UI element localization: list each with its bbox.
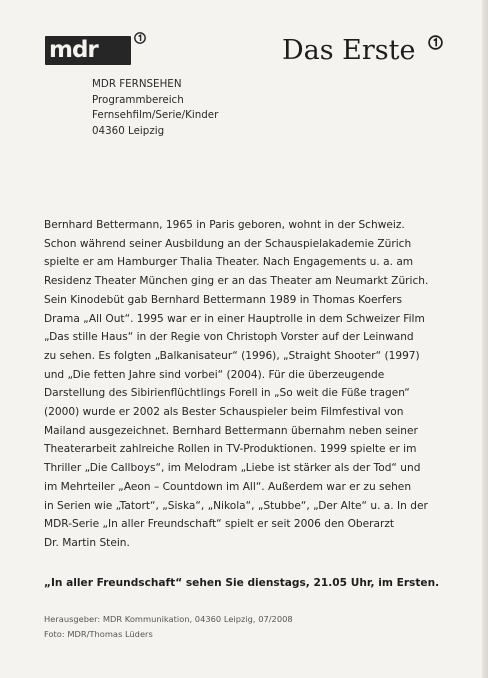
body-line: MDR-Serie „In aller Freundschaft“ spielt er seit 2006 den Oberarzt [44,518,395,531]
body-line: Mailand ausgezeichnet. Bernhard Bettermann übernahm neben seiner [44,424,418,437]
body-line: Schon während seiner Ausbildung an der Schauspielakademie Zürich [44,237,412,250]
das-erste-logo: Das Erste [282,35,416,66]
address-line: Fernsehfilm/Serie/Kinder [92,109,219,121]
address-line: 04360 Leipzig [92,124,165,137]
body-line: Drama „All Out“. 1995 war er in einer Hauptrolle in dem Schweizer Film [44,312,425,325]
body-line: Theaterarbeit zahlreiche Rollen in TV-Produktionen. 1999 spielte er im [44,443,417,456]
body-line: zu sehen. Es folgten „Balkanisateur“ (1996), „Straight Shooter“ (1997) [44,349,420,362]
body-line: Dr. Martin Stein. [44,536,130,549]
address-line: Programmbereich [92,93,184,106]
body-line: (2000) wurde er 2002 als Bester Schauspieler beim Filmfestival von [44,406,404,419]
body-line: Sein Kinodebüt gab Bernhard Bettermann 1989 in Thomas Koerfers [44,293,402,306]
sender-address [92,77,218,139]
page-edge-shadow [482,0,488,678]
body-line: spielte er am Hamburger Thalia Theater. Nach Engagements u. a. am [44,256,414,269]
body-line: Residenz Theater München ging er an das Theater am Neumarkt Zürich. [44,275,429,288]
address-line: MDR FERNSEHEN [92,78,182,90]
body-line: Bernhard Bettermann, 1965 in Paris geboren, wohnt in der Schweiz. [44,219,405,231]
footer [44,612,293,642]
body-line: in Serien wie „Tatort“, „Siska“, „Nikola“, „Stubbe“, „Der Alte“ u. a. In der [44,499,428,512]
das-erste-logo-one-icon [428,35,443,50]
body-line: „Das stille Haus“ in der Regie von Christoph Vorster auf der Leinwand [44,331,414,344]
body-line: Darstellung des Sibirienflüchtlings Forell in „So weit die Füße tragen“ [44,387,410,400]
photo-credit: Foto: MDR/Thomas Lüders [44,629,153,639]
das-erste-one-icon [134,32,146,44]
body-line: Thriller „Die Callboys“, im Melodram „Liebe ist stärker als der Tod“ und [44,462,421,475]
mdr-logo [45,36,131,65]
biography-text [44,216,448,553]
broadcast-note: „In aller Freundschaft“ sehen Sie dienstags, 21.05 Uhr, im Ersten. [44,577,440,589]
body-line: im Mehrteiler „Aeon – Countdown im All“. Außerdem war er zu sehen [44,480,412,493]
publisher-line: Herausgeber: MDR Kommunikation, 04360 Leipzig, 07/2008 [44,614,293,624]
body-line: und „Die fetten Jahre sind vorbei“ (2004). Für die überzeugende [44,368,385,381]
mdr-logo-text: mdr [49,37,98,63]
